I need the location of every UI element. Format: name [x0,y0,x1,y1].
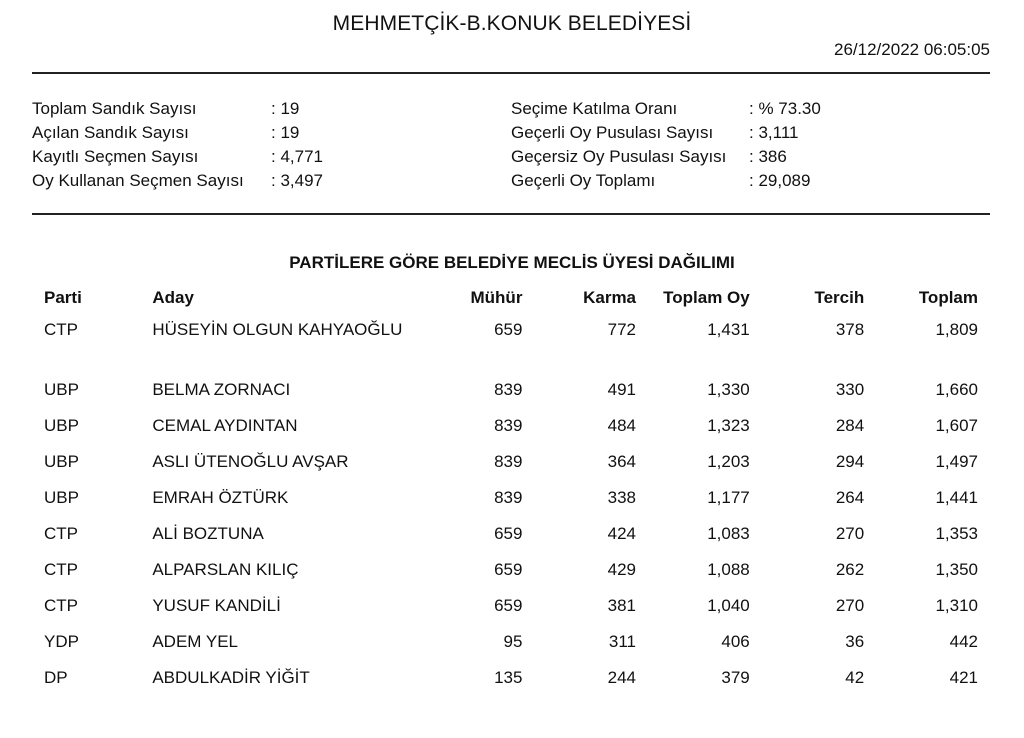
total-cell: 1,607 [935,416,978,435]
party-cell: DP [44,668,68,687]
mixed-cell: 381 [607,596,637,615]
seal-cell: 839 [494,452,523,471]
preference-cell: 270 [835,524,865,543]
candidate-cell: ADEM YEL [152,632,239,651]
total-votes-cell: 1,431 [707,320,750,339]
mixed-cell: 491 [607,380,637,399]
total-cell: 1,350 [935,560,978,579]
preference-cell: 262 [835,560,865,579]
column-header-preference: Tercih [814,288,865,307]
stat-label: Toplam Sandık Sayısı [32,99,197,118]
seal-cell: 659 [494,596,523,615]
total-votes-cell: 406 [721,632,750,651]
stat-label: Kayıtlı Seçmen Sayısı [32,147,199,166]
preference-cell: 42 [845,668,865,687]
party-cell: CTP [44,596,78,615]
stat-value: : 3,111 [749,123,799,142]
column-header-total: Toplam [918,288,978,307]
candidate-cell: BELMA ZORNACI [152,380,291,399]
total-cell: 442 [949,632,978,651]
total-cell: 1,497 [935,452,978,471]
preference-cell: 284 [835,416,865,435]
table-row [32,450,990,486]
seal-cell: 839 [494,416,523,435]
stat-value: : % 73.30 [749,99,821,118]
report-datetime: 26/12/2022 06:05:05 [834,40,990,59]
column-header-candidate: Aday [152,288,194,307]
candidate-cell: ASLI ÜTENOĞLU AVŞAR [152,452,349,471]
table-row [32,558,990,594]
preference-cell: 378 [835,320,865,339]
table-header-row [32,285,990,318]
seal-cell: 659 [494,560,523,579]
total-votes-cell: 1,203 [707,452,750,471]
total-votes-cell: 1,177 [707,488,750,507]
preference-cell: 294 [835,452,865,471]
results-table [32,285,990,702]
candidate-cell: YUSUF KANDİLİ [152,596,281,615]
preference-cell: 330 [835,380,865,399]
party-cell: CTP [44,320,78,339]
seal-cell: 135 [494,668,523,687]
stat-label: Oy Kullanan Seçmen Sayısı [32,171,244,190]
preference-cell: 264 [835,488,865,507]
party-cell: CTP [44,524,78,543]
stat-value: : 19 [271,99,300,118]
table-row [32,630,990,666]
mixed-cell: 429 [607,560,637,579]
stat-label: Geçerli Oy Pusulası Sayısı [511,123,714,142]
total-cell: 1,441 [935,488,978,507]
mixed-cell: 338 [607,488,637,507]
total-votes-cell: 1,088 [707,560,750,579]
table-row [32,666,990,702]
mixed-cell: 244 [607,668,637,687]
party-cell: UBP [44,452,79,471]
candidate-cell: EMRAH ÖZTÜRK [152,488,289,507]
seal-cell: 839 [494,488,523,507]
page-title: MEHMETÇİK-B.KONUK BELEDİYESİ [332,12,692,35]
column-header-seal: Mühür [470,288,523,307]
column-header-party: Parti [44,288,82,307]
stats-summary [32,97,992,197]
top-divider [32,72,990,74]
stat-label: Geçerli Oy Toplamı [511,171,656,190]
total-votes-cell: 379 [721,668,750,687]
candidate-cell: ALİ BOZTUNA [152,524,264,543]
total-votes-cell: 1,323 [707,416,750,435]
mixed-cell: 311 [608,632,637,651]
stat-label: Seçime Katılma Oranı [511,99,678,118]
section-title: PARTİLERE GÖRE BELEDİYE MECLİS ÜYESİ DAĞILIMI [289,253,735,272]
total-cell: 1,809 [935,320,978,339]
seal-cell: 95 [503,632,523,651]
middle-divider [32,213,990,215]
preference-cell: 270 [835,596,865,615]
table-row [32,318,990,378]
seal-cell: 659 [494,320,523,339]
party-cell: CTP [44,560,78,579]
seal-cell: 839 [494,380,523,399]
total-votes-cell: 1,083 [707,524,750,543]
table-row [32,594,990,630]
column-header-mixed: Karma [583,288,637,307]
candidate-cell: ABDULKADİR YİĞİT [152,668,310,687]
stat-value: : 19 [271,123,300,142]
stat-value: : 29,089 [749,171,811,190]
stat-value: : 3,497 [271,171,323,190]
party-cell: UBP [44,488,79,507]
total-votes-cell: 1,330 [707,380,750,399]
table-row [32,486,990,522]
total-cell: 421 [949,668,978,687]
seal-cell: 659 [494,524,523,543]
total-votes-cell: 1,040 [707,596,750,615]
stat-label: Açılan Sandık Sayısı [32,123,189,142]
candidate-cell: CEMAL AYDINTAN [152,416,298,435]
mixed-cell: 424 [607,524,637,543]
stat-value: : 4,771 [271,147,323,166]
mixed-cell: 772 [607,320,637,339]
preference-cell: 36 [845,632,865,651]
column-header-total-votes: Toplam Oy [663,288,750,307]
stat-value: : 386 [749,147,787,166]
stat-label: Geçersiz Oy Pusulası Sayısı [511,147,727,166]
table-row [32,378,990,414]
party-cell: UBP [44,380,79,399]
total-cell: 1,353 [935,524,978,543]
total-cell: 1,660 [935,380,978,399]
candidate-cell: HÜSEYİN OLGUN KAHYAOĞLU [152,320,403,339]
total-cell: 1,310 [935,596,978,615]
table-row [32,414,990,450]
table-row [32,522,990,558]
party-cell: YDP [44,632,79,651]
party-cell: UBP [44,416,79,435]
mixed-cell: 484 [607,416,637,435]
candidate-cell: ALPARSLAN KILIÇ [152,560,299,579]
mixed-cell: 364 [607,452,637,471]
